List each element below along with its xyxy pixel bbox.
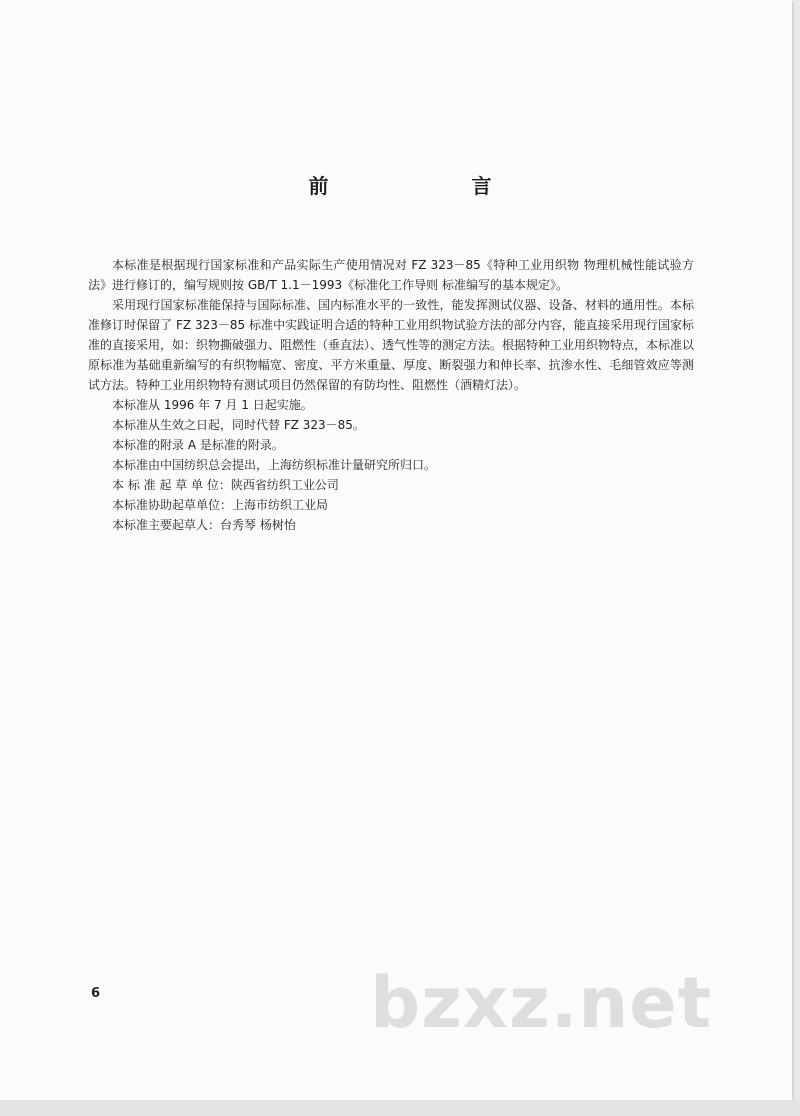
watermark: bzxz.net (370, 962, 713, 1044)
page-number: 6 (91, 986, 101, 1001)
paragraph-appendix: 本标准的附录 A 是标准的附录。 (112, 438, 284, 452)
paragraph-drafting-unit: 本 标 准 起 草 单 位：陕西省纺织工业公司 (112, 478, 339, 492)
paragraph-assisting-unit: 本标准协助起草单位：上海市纺织工业局 (112, 498, 329, 512)
document-body (88, 255, 694, 535)
paragraph-drafters: 本标准主要起草人：台秀琴 杨树怡 (112, 518, 296, 532)
paragraph-proposer: 本标准由中国纺织总会提出，上海纺织标准计量研究所归口。 (112, 458, 437, 472)
paragraph-revision-basis: 本标准是根据现行国家标准和产品实际生产使用情况对 FZ 323－85《特种工业用织物 物理机械性能试验方法》进行修订的，编写规则按 GB/T 1.1－1993《标准化工作导则 标准编写的基本规定》。 (88, 258, 694, 292)
viewer-bottom-edge (0, 1100, 800, 1116)
paragraph-replacement: 本标准从生效之日起，同时代替 FZ 323－85。 (112, 418, 365, 432)
page-title: 前 言 (308, 174, 560, 198)
paragraph-methods: 采用现行国家标准能保持与国际标准、国内标准水平的一致性，能发挥测试仪器、设备、材料的通用性。本标准修订时保留了 FZ 323－85 标准中实践证明合适的特种工业用织物试验方法的部分内容，能直接采用现行国家标准的直接采用，如：织物撕破强力、阻燃性（垂直法）、透气性等的测定方法。根据特种工业用织物特点，本标准以原标准为基础重新编写的有织物幅宽、密度、平方米重量、厚度、断裂强力和伸长率、抗渗水性、毛细管效应等测试方法。特种工业用织物特有测试项目仍然保留的有防均性、阻燃性（酒精灯法）。 (88, 298, 695, 392)
paragraph-effective-date: 本标准从 1996 年 7 月 1 日起实施。 (112, 398, 313, 412)
